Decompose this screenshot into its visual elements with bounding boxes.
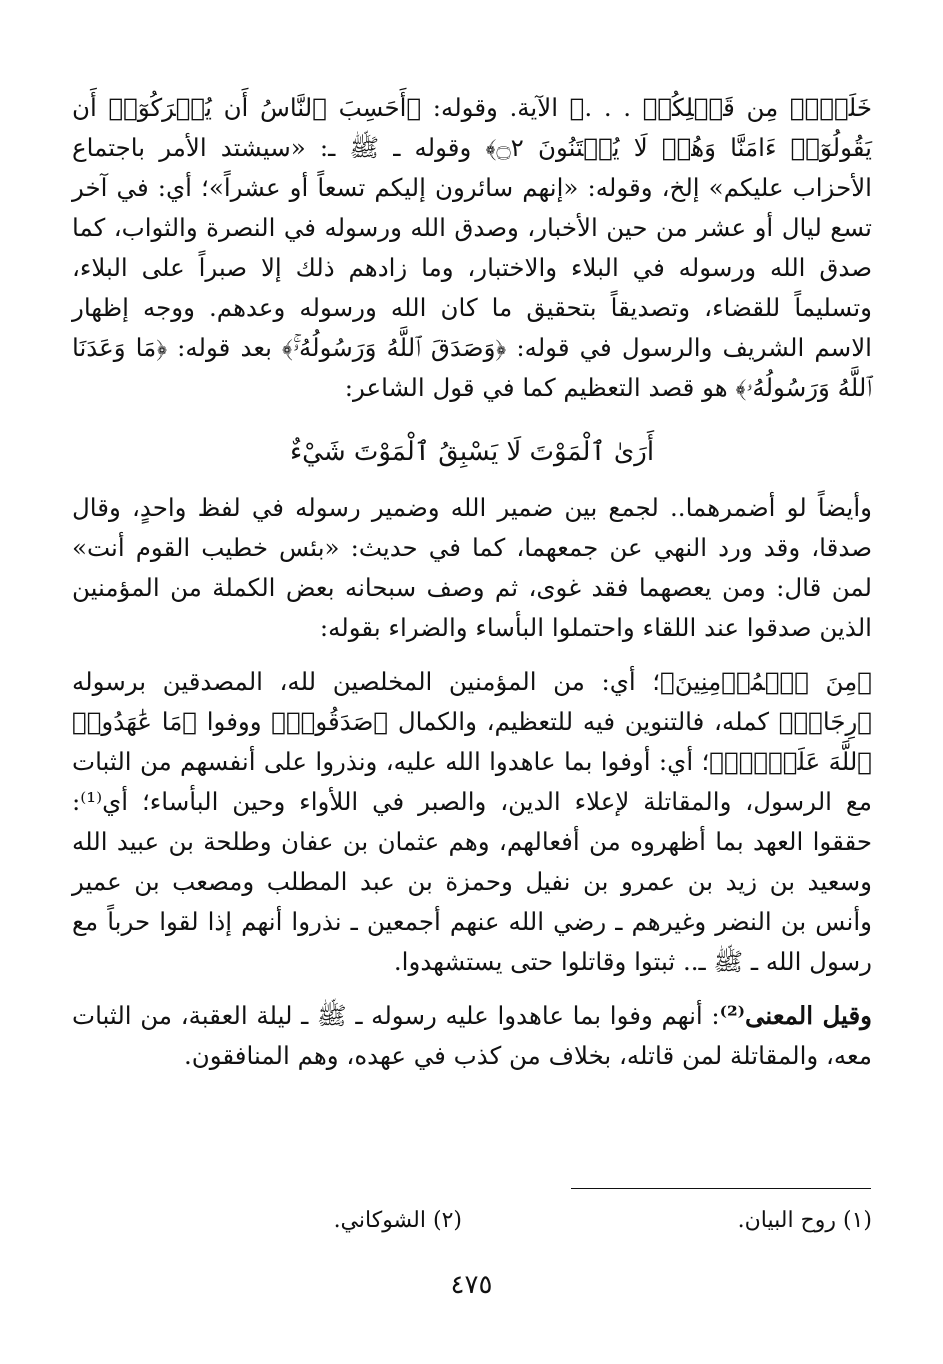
footnote-divider — [571, 1188, 871, 1189]
paragraph-lead: وقيل المعنى⁽²⁾ — [719, 1001, 872, 1030]
page-number: ٤٧٥ — [450, 1270, 493, 1300]
body-paragraph: وأيضاً لو أضمرهما.. لجمع بين ضمير الله وضمير رسوله في لفظ واحدٍ، وقال صدقا، وقد ورد النهي عن جمعهما، كما في حديث: «بئس خطيب القوم أنت» لمن قال: ومن يعصهما فقد غوى، ثم وصف سبحانه بعض الكملة من المؤمنين الذين صدقوا عند اللقاء واحتملوا البأساء والضراء بقوله: — [72, 493, 872, 642]
footnotes — [72, 1205, 872, 1245]
page-body — [72, 88, 872, 1076]
body-paragraph: خَلَوۡا۟ مِن قَبۡلِكُمۖ . . .﴾ الآية. وقوله: ﴿أَحَسِبَ ٱلنَّاسُ أَن يُتۡرَكُوٓا۟ أَن يَقُولُوٓا۟ ءَامَنَّا وَهُمۡ لَا يُفۡتَنُونَ ۝٢﴾ وقوله ـ ﷺ ـ: «سيشتد الأمر باجتماع الأحزاب عليكم» إلخ، وقوله: «إنهم سائرون إليكم تسعاً أو عشراً»؛ أي: في آخر تسع ليال أو عشر من حين الأخبار، وصدق الله ورسوله في النصرة والثواب، كما صدق الله ورسوله في البلاء والاختبار، وما زادهم ذلك إلا صبراً على البلاء، وتسليماً للقضاء، وتصديقاً بتحقيق ما كان الله ورسوله وعدهم. ووجه إظهار الاسم الشريف والرسول في قوله: ﴿وَصَدَقَ ٱللَّهُ وَرَسُولُهُۥۚ﴾ بعد قوله: ﴿مَا وَعَدَنَا ٱللَّهُ وَرَسُولُهُۥ﴾ هو قصد التعظيم كما في قول الشاعر: — [72, 93, 872, 402]
body-paragraph-last — [72, 996, 872, 1076]
paragraph-text: : أنهم وفوا بما عاهدوا عليه رسوله ـ ﷺ ـ ليلة العقبة، من الثبات معه، والمقاتلة لمن قاتله، بخلاف من كذب في عهده، وهم المنافقون. — [72, 1001, 872, 1070]
footnote-1: (١) روح البيان. — [737, 1208, 872, 1233]
body-paragraph: ﴿مِنَ ٱلۡمُؤۡمِنِينَ﴾؛ أي: من المؤمنين المخلصين لله، المصدقين برسوله ﴿رِجَالٞ﴾ كمله، فالتنوين فيه للتعظيم، والكمال ﴿صَدَقُوا۟﴾ ووفوا ﴿مَا عَٰهَدُوا۟ ٱللَّهَ عَلَيۡهِۖ﴾؛ أي: أوفوا بما عاهدوا الله عليه، ونذروا على أنفسهم من الثبات مع الرسول، والمقاتلة لإعلاء الدين، والصبر في اللأواء وحين البأساء؛ أي⁽¹⁾: حققوا العهد بما أظهروه من أفعالهم، وهم عثمان بن عفان وطلحة بن عبيد الله وسعيد بن زيد بن عمرو بن نفيل وحمزة بن عبد المطلب ومصعب بن عمير وأنس بن النضر وغيرهم ـ رضي الله عنهم أجمعين ـ نذروا أنهم إذا لقوا حرباً مع رسول الله ـ ﷺ ـ.. ثبتوا وقاتلوا حتى يستشهدوا. — [72, 667, 872, 976]
poetry-verse: أَرَىٰ ٱلْمَوْتَ لَا يَسْبِقُ ٱلْمَوْتَ شَيْءٌ — [289, 437, 655, 467]
footnote-2: (٢) الشوكاني. — [333, 1208, 462, 1233]
